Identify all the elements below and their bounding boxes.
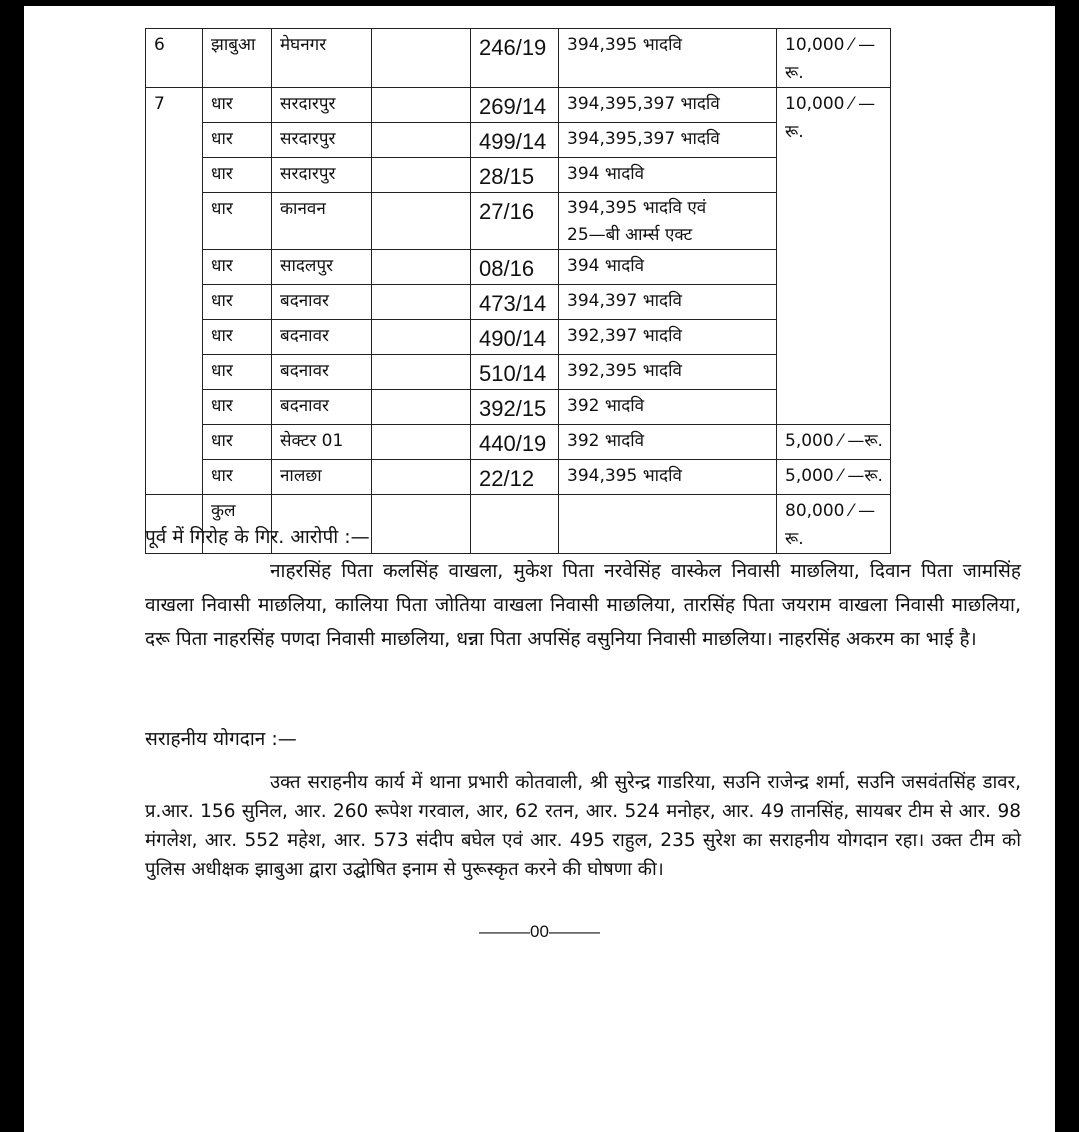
cell-crime-number: 269/14 xyxy=(471,88,559,123)
table-row xyxy=(146,29,891,88)
cell-blank xyxy=(372,425,471,460)
cell-blank xyxy=(372,158,471,193)
cell-sections xyxy=(559,29,777,88)
cell-crime-number: 22/12 xyxy=(471,460,559,495)
table-row xyxy=(146,425,891,460)
sections-line: 394,395,397 भादवि xyxy=(567,129,720,149)
sections-line: 394 भादवि xyxy=(567,164,645,184)
cell-reward: 10,000 ⁄ —रू. xyxy=(777,88,891,425)
sections-line: 394,395,397 भादवि xyxy=(567,94,720,114)
sections-line: 392 भादवि xyxy=(567,396,645,416)
table-row xyxy=(146,88,891,123)
sections-line: 394,395 भादवि xyxy=(567,35,682,55)
cell-district: धार xyxy=(203,250,272,285)
cell-crime-number: 246/19 xyxy=(471,29,559,88)
cell-crime-number: 510/14 xyxy=(471,355,559,390)
cell-district: धार xyxy=(203,425,272,460)
cell-district: झाबुआ xyxy=(203,29,272,88)
document-page xyxy=(24,6,1055,1132)
accused-body: नाहरसिंह पिता कलसिंह वाखला, मुकेश पिता नरवेसिंह वास्केल निवासी माछलिया, दिवान पिता जामसिंह वाखला निवासी माछलिया, कालिया पिता जोतिया वाखला निवासी माछलिया, तारसिंह पिता जयराम वाखला निवासी माछलिया, दरू पिता नाहरसिंह पणदा निवासी माछलिया, धन्ना पिता अपसिंह वसुनिया निवासी माछलिया। नाहरसिंह अकरम का भाई है। xyxy=(145,560,1021,650)
cell-sections xyxy=(559,320,777,355)
cell-crime-number: 392/15 xyxy=(471,390,559,425)
cell-blank xyxy=(372,285,471,320)
cell-crime-number: 490/14 xyxy=(471,320,559,355)
cell-blank xyxy=(372,29,471,88)
cell-reward: 5,000 ⁄ —रू. xyxy=(777,425,891,460)
cell-police-station: बदनावर xyxy=(272,285,372,320)
cell-police-station: मेघनगर xyxy=(272,29,372,88)
total-label: कुल xyxy=(203,495,272,554)
sections-line: 392,397 भादवि xyxy=(567,326,682,346)
cell-police-station: सरदारपुर xyxy=(272,88,372,123)
cell-blank xyxy=(372,123,471,158)
cell-sections xyxy=(559,123,777,158)
sections-line: 394,395 भादवि एवं xyxy=(567,198,707,218)
cell-police-station: बदनावर xyxy=(272,390,372,425)
total-reward: 80,000 ⁄ —रू. xyxy=(777,495,891,554)
cell-blank xyxy=(372,460,471,495)
cell-sections xyxy=(559,355,777,390)
cell-blank xyxy=(372,320,471,355)
cell-sections xyxy=(559,250,777,285)
sections-line: 394 भादवि xyxy=(567,256,645,276)
cell-police-station: कानवन xyxy=(272,193,372,250)
contribution-body: उक्त सराहनीय कार्य में थाना प्रभारी कोतवाली, श्री सुरेन्द्र गाडरिया, सउनि राजेन्द्र शर्मा, सउनि जसवंतसिंह डावर, प्र.आर. 156 सुनिल, आर. 260 रूपेश गरवाल, आर, 62 रतन, आर. 524 मनोहर, आर. 49 तानसिंह, सायबर टीम से आर. 98 मंगलेश, आर. 552 महेश, आर. 573 संदीप बघेल एवं आर. 495 राहुल, 235 सुरेश का सराहनीय योगदान रहा। उक्त टीम को पुलिस अधीक्षक झाबुआ द्वारा उद्घोषित इनाम से पुरूस्कृत करने की घोषणा की। xyxy=(145,772,1021,880)
cell-district: धार xyxy=(203,123,272,158)
end-mark: ———00——— xyxy=(479,922,600,941)
cell-sections xyxy=(559,390,777,425)
cell-crime-number: 27/16 xyxy=(471,193,559,250)
cell-blank xyxy=(372,390,471,425)
cell-sections xyxy=(559,193,777,250)
cell-police-station: बदनावर xyxy=(272,320,372,355)
cell-district: धार xyxy=(203,193,272,250)
accused-section xyxy=(145,520,1021,656)
sections-line: 392,395 भादवि xyxy=(567,361,682,381)
cell-police-station: बदनावर xyxy=(272,355,372,390)
cell-police-station: सादलपुर xyxy=(272,250,372,285)
cell-sections xyxy=(559,88,777,123)
cell-crime-number: 473/14 xyxy=(471,285,559,320)
cell-sections xyxy=(559,425,777,460)
contribution-heading: सराहनीय योगदान :— xyxy=(145,728,297,750)
cell-sections xyxy=(559,460,777,495)
cell-crime-number: 28/15 xyxy=(471,158,559,193)
cell-sno: 7 xyxy=(146,88,203,495)
sections-line-2: 25—बी आर्म्स एक्ट xyxy=(567,225,693,245)
cell-sno: 6 xyxy=(146,29,203,88)
cell-crime-number: 08/16 xyxy=(471,250,559,285)
cell-police-station: सरदारपुर xyxy=(272,158,372,193)
cell-district: धार xyxy=(203,285,272,320)
cell-blank xyxy=(372,88,471,123)
cell-blank xyxy=(372,250,471,285)
sections-line: 394,395 भादवि xyxy=(567,466,682,486)
cell-reward: 10,000 ⁄ —रू. xyxy=(777,29,891,88)
sections-line: 392 भादवि xyxy=(567,431,645,451)
sections-line: 394,397 भादवि xyxy=(567,291,682,311)
accused-heading: पूर्व में गिरोह के गिर. आरोपी :— xyxy=(145,526,370,548)
reward-table xyxy=(145,28,891,554)
contribution-section xyxy=(145,722,1021,884)
cell-blank xyxy=(372,355,471,390)
cell-district: धार xyxy=(203,158,272,193)
cell-blank xyxy=(372,193,471,250)
cell-police-station: सेक्टर 01 xyxy=(272,425,372,460)
cell-district: धार xyxy=(203,460,272,495)
cell-police-station: सरदारपुर xyxy=(272,123,372,158)
cell-district: धार xyxy=(203,355,272,390)
cell-reward: 5,000 ⁄ —रू. xyxy=(777,460,891,495)
cell-crime-number: 440/19 xyxy=(471,425,559,460)
cell-sections xyxy=(559,285,777,320)
cell-district: धार xyxy=(203,390,272,425)
cell-district: धार xyxy=(203,88,272,123)
cell-police-station: नालछा xyxy=(272,460,372,495)
cell-sections xyxy=(559,158,777,193)
cell-crime-number: 499/14 xyxy=(471,123,559,158)
cell-district: धार xyxy=(203,320,272,355)
table-row xyxy=(146,460,891,495)
